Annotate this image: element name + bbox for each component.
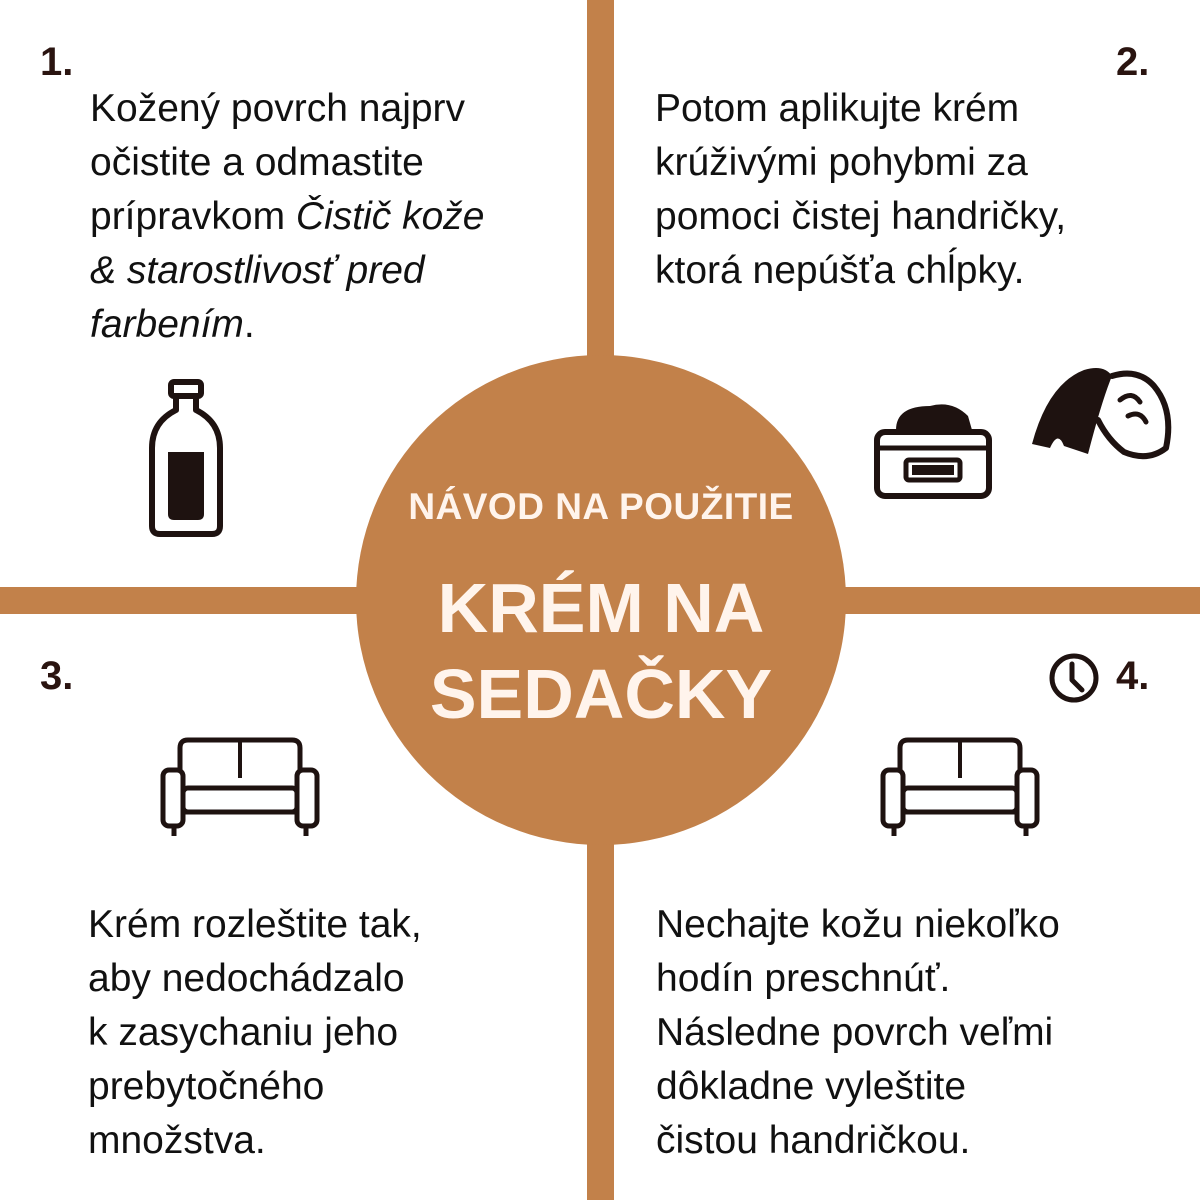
step-4-line: dôkladne vyleštite — [656, 1065, 967, 1108]
center-title — [356, 565, 846, 737]
step-3-text — [88, 898, 422, 1168]
step-4-line: hodín preschnúť. — [656, 957, 951, 1000]
step-3-line: Krém rozleštite tak, — [88, 903, 422, 946]
step-1-line: Kožený povrch najprv — [90, 87, 466, 130]
step-1-line — [90, 190, 484, 244]
step-3-line: k zasychaniu jeho — [88, 1011, 399, 1054]
step-1-number: 1. — [40, 40, 74, 84]
clock-icon — [1048, 652, 1100, 704]
step-1-line-part: prípravkom — [90, 195, 296, 238]
step-3-number: 3. — [40, 654, 74, 698]
step-2-line: krúživými pohybmi za — [655, 141, 1028, 184]
step-4-number: 4. — [1116, 654, 1150, 698]
center-subtitle: NÁVOD NA POUŽITIE — [408, 486, 794, 527]
step-1-line: očistite a odmastite — [90, 141, 424, 184]
step-1-text — [90, 82, 484, 352]
step-2-text — [655, 82, 1066, 298]
center-title-line-1: KRÉM NA — [437, 569, 765, 647]
cream-jar-icon — [872, 392, 994, 502]
step-1-line — [90, 244, 484, 298]
sofa-icon — [880, 736, 1040, 840]
step-1-line — [90, 298, 484, 352]
product-name: farbením — [90, 303, 244, 346]
step-3-line: aby nedochádzalo — [88, 957, 405, 1000]
step-2-line: Potom aplikujte krém — [655, 87, 1020, 130]
product-name: & starostlivosť pred — [90, 249, 425, 292]
product-name: Čistič kože — [295, 195, 485, 238]
step-3-line: množstva. — [88, 1119, 266, 1162]
hand-cloth-icon — [1028, 360, 1178, 470]
step-2-line: pomoci čistej handričky, — [655, 195, 1067, 238]
step-3-line: prebytočného — [88, 1065, 325, 1108]
sofa-icon — [160, 736, 320, 840]
step-4-text — [656, 898, 1060, 1168]
step-2-line: ktorá nepúšťa chĺpky. — [655, 249, 1025, 292]
bottle-icon — [146, 378, 226, 538]
step-4-line: Následne povrch veľmi — [656, 1011, 1054, 1054]
step-4-line: čistou handričkou. — [656, 1119, 971, 1162]
step-2-number: 2. — [1116, 40, 1150, 84]
step-4-line: Nechajte kožu niekoľko — [656, 903, 1060, 946]
step-1-period: . — [243, 303, 255, 346]
center-title-line-2: SEDAČKY — [429, 655, 773, 733]
